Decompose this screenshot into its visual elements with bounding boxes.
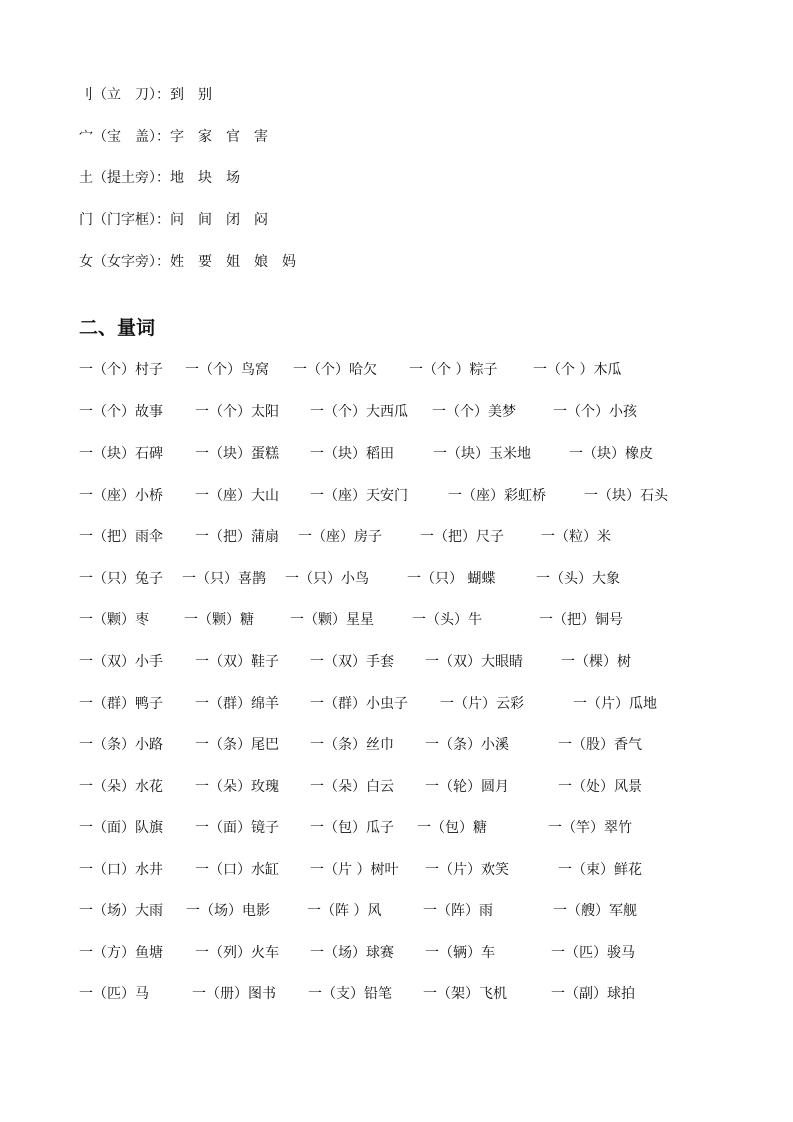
radical-line-titu: 土（提土旁）：地 块 场	[79, 170, 240, 186]
measure-word-item: 一（个）鸟窝	[185, 362, 269, 378]
measure-word-item: 一（把）铜号	[539, 612, 623, 628]
measure-word-row	[79, 445, 719, 463]
measure-word-item: 一（场）大雨	[79, 903, 163, 919]
measure-word-item: 一（辆）车	[425, 945, 495, 961]
measure-word-item: 一（座）小桥	[79, 488, 163, 504]
measure-word-row	[79, 944, 719, 962]
measure-word-item: 一（块）玉米地	[433, 446, 531, 462]
measure-word-item: 一（只） 蝴蝶	[407, 571, 496, 587]
measure-word-row	[79, 819, 719, 837]
measure-word-item: 一（片）欢笑	[425, 862, 509, 878]
measure-word-row	[79, 653, 719, 671]
measure-word-item: 一（个）小孩	[553, 404, 637, 420]
measure-word-row	[79, 861, 719, 879]
measure-word-item: 一（股）香气	[558, 737, 642, 753]
measure-word-item: 一（朵）水花	[79, 779, 163, 795]
measure-word-item: 一（场）电影	[186, 903, 270, 919]
measure-word-item: 一（块）稻田	[310, 446, 394, 462]
measure-word-item: 一（束）鲜花	[558, 862, 642, 878]
measure-word-item: 一（头）牛	[412, 612, 482, 628]
measure-word-item: 一（座）房子	[298, 529, 382, 545]
measure-word-item: 一（块）橡皮	[569, 446, 653, 462]
measure-word-item: 一（座）大山	[195, 488, 279, 504]
measure-word-item: 一（群）鸭子	[79, 696, 163, 712]
measure-word-item: 一（块）石头	[584, 488, 668, 504]
measure-word-item: 一（条）尾巴	[195, 737, 279, 753]
measure-word-item: 一（条）丝巾	[310, 737, 394, 753]
measure-word-item: 一（群）绵羊	[195, 696, 279, 712]
measure-word-item: 一（面）镜子	[195, 820, 279, 836]
measure-word-item: 一（列）火车	[195, 945, 279, 961]
measure-word-row	[79, 487, 719, 505]
measure-word-row	[79, 361, 719, 379]
measure-word-item: 一（方）鱼塘	[79, 945, 163, 961]
measure-word-row	[79, 902, 719, 920]
measure-word-item: 一（只）喜鹊	[182, 571, 266, 587]
section-title: 二、量词	[79, 317, 156, 339]
measure-word-item: 一（片）瓜地	[573, 696, 657, 712]
measure-word-item: 一（条）小溪	[425, 737, 509, 753]
measure-word-row	[79, 403, 719, 421]
measure-word-item: 一（个）村子	[79, 362, 163, 378]
measure-word-item: 一（棵）树	[561, 654, 631, 670]
measure-word-item: 一（个）大西瓜	[310, 404, 408, 420]
measure-word-item: 一（轮）圆月	[425, 779, 509, 795]
measure-word-item: 一（面）队旗	[79, 820, 163, 836]
measure-word-item: 一（口）水缸	[195, 862, 279, 878]
measure-word-item: 一（架）飞机	[423, 986, 507, 1002]
measure-word-item: 一（朵）玫瑰	[195, 779, 279, 795]
measure-word-item: 一（阵）雨	[423, 903, 493, 919]
measure-word-item: 一（处）风景	[558, 779, 642, 795]
measure-word-item: 一（把）雨伞	[79, 529, 163, 545]
measure-word-item: 一（竿）翠竹	[548, 820, 632, 836]
measure-word-row	[79, 695, 719, 713]
measure-word-item: 一（片 ）树叶	[310, 862, 399, 878]
measure-word-row	[79, 778, 719, 796]
measure-word-item: 一（场）球赛	[310, 945, 394, 961]
measure-word-item: 一（颗）星星	[290, 612, 374, 628]
measure-word-item: 一（个 ）粽子	[409, 362, 498, 378]
measure-word-item: 一（块）蛋糕	[195, 446, 279, 462]
measure-word-item: 一（副）球拍	[551, 986, 635, 1002]
measure-word-item: 一（条）小路	[79, 737, 163, 753]
measure-word-item: 一（把）尺子	[420, 529, 504, 545]
measure-word-item: 一（朵）白云	[310, 779, 394, 795]
radical-line-nvzipang: 女（女字旁）：姓 要 姐 娘 妈	[79, 254, 296, 270]
measure-word-item: 一（个）哈欠	[293, 362, 377, 378]
radical-line-baogai: 宀（宝 盖）：字 家 官 害	[79, 129, 268, 145]
measure-word-item: 一（片）云彩	[440, 696, 524, 712]
measure-word-item: 一（包）瓜子	[310, 820, 394, 836]
measure-word-item: 一（把）蒲扇	[195, 529, 279, 545]
measure-word-item: 一（个）故事	[79, 404, 163, 420]
measure-word-row	[79, 736, 719, 754]
measure-word-item: 一（艘）军舰	[553, 903, 637, 919]
measure-word-item: 一（个）美梦	[432, 404, 516, 420]
measure-word-item: 一（双）鞋子	[195, 654, 279, 670]
measure-word-item: 一（块）石碑	[79, 446, 163, 462]
measure-word-item: 一（双）手套	[310, 654, 394, 670]
measure-word-item: 一（座）彩虹桥	[448, 488, 546, 504]
measure-word-item: 一（群）小虫子	[310, 696, 408, 712]
measure-word-item: 一（只）兔子	[79, 571, 163, 587]
radical-line-menzikuang: 门（门字框）：问 间 闭 闷	[79, 212, 268, 228]
measure-word-item: 一（颗）枣	[79, 612, 149, 628]
measure-word-item: 一（匹）骏马	[551, 945, 635, 961]
measure-word-item: 一（双）大眼睛	[425, 654, 523, 670]
measure-word-item: 一（个）太阳	[195, 404, 279, 420]
measure-word-row	[79, 570, 719, 588]
measure-word-item: 一（头）大象	[536, 571, 620, 587]
measure-word-item: 一（个 ）木瓜	[533, 362, 622, 378]
measure-word-item: 一（册）图书	[192, 986, 276, 1002]
measure-word-item: 一（支）铅笔	[308, 986, 392, 1002]
measure-word-item: 一（包）糖	[417, 820, 487, 836]
measure-word-item: 一（双）小手	[79, 654, 163, 670]
measure-word-item: 一（粒）米	[541, 529, 611, 545]
measure-word-row	[79, 611, 719, 629]
measure-word-item: 一（座）天安门	[310, 488, 408, 504]
measure-word-row	[79, 528, 719, 546]
measure-word-item: 一（口）水井	[79, 862, 163, 878]
measure-word-item: 一（匹）马	[79, 986, 149, 1002]
measure-word-item: 一（颗）糖	[184, 612, 254, 628]
radical-line-dao: 刂（立 刀）：到 别	[79, 87, 212, 103]
measure-word-row	[79, 985, 719, 1003]
measure-word-item: 一（只）小鸟	[285, 571, 369, 587]
measure-word-item: 一（阵 ）风	[307, 903, 382, 919]
